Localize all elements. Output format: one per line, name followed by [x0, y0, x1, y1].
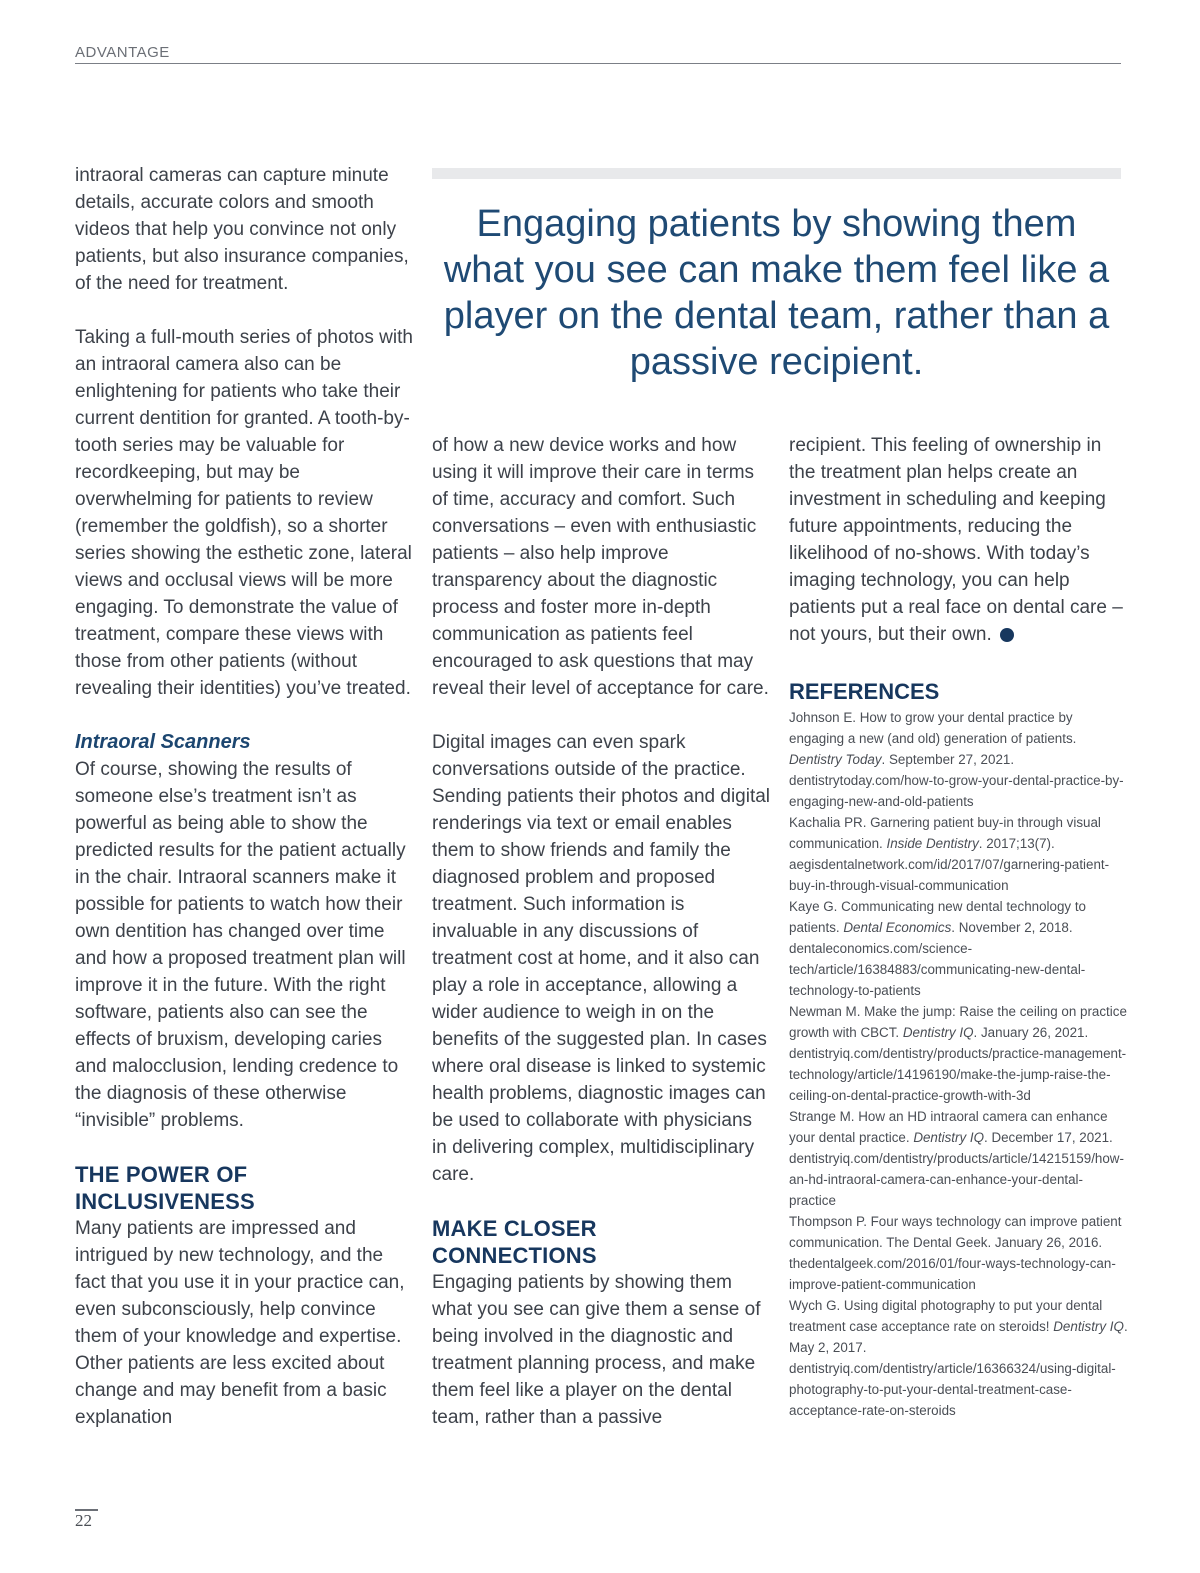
reference-text: Thompson P. Four ways technology can improve patient communication. The Dental Geek. January 26, 2016. thedentalgeek.com/2016/01/four-ways-technology-can-improve-patient-communication — [789, 1214, 1122, 1292]
reference-journal: Dentistry Today — [789, 752, 882, 767]
section-heading-inclusiveness — [75, 1161, 415, 1215]
reference-text: Strange M. How an HD intraoral camera can enhance your dental practice. — [789, 1109, 1108, 1145]
section-heading-line: THE POWER OF — [75, 1162, 248, 1187]
paragraph: Taking a full-mouth series of photos with an intraoral camera also can be enlightening for patients who take their current dentition for granted. A tooth-by-tooth series may be valuable for recordkeeping, but may be overwhelming for patients to review (remember the goldfish), so a shorter series showing the esthetic zone, lateral views and occlusal views will be more engaging. To demonstrate the value of treatment, compare these views with those from other patients (without revealing their identities) you’ve treated. — [75, 327, 413, 699]
section-heading-line: INCLUSIVENESS — [75, 1189, 255, 1214]
pull-quote: Engaging patients by showing them what you see can make them feel like a player on the dental team, rather than a passive recipient. — [432, 168, 1121, 385]
paragraph: Digital images can even spark conversations outside of the practice. Sending patients their photos and digital renderings via text or email enables them to show friends and family the diagnosed problem and proposed treatment. Such information is invaluable in any discussions of treatment cost at home, and it also can play a role in acceptance, allowing a wider audience to weigh in on the benefits of the suggested plan. In cases where oral disease is linked to systemic health problems, diagnostic images can be used to collaborate with physicians in delivering complex, multidisciplinary care. — [432, 732, 771, 1185]
reference-item — [789, 1001, 1129, 1106]
reference-text: Kachalia PR. Garnering patient buy-in through visual communication. — [789, 815, 1101, 851]
end-mark-icon — [1000, 628, 1014, 642]
reference-text: Newman M. Make the jump: Raise the ceiling on practice growth with CBCT. — [789, 1004, 1127, 1040]
reference-text: . 2017;13(7). aegisdentalnetwork.com/id/2017/07/garnering-patient-buy-in-through-visual-communication — [789, 836, 1110, 893]
reference-text: . September 27, 2021. dentistrytoday.com/how-to-grow-your-dental-practice-by-engaging-new-and-old-patients — [789, 752, 1124, 809]
paragraph: of how a new device works and how using it will improve their care in terms of time, accuracy and comfort. Such conversations – even with enthusiastic patients – also help improve transparency about the diagnostic process and foster more in-depth communication as patients feel encouraged to ask questions that may reveal their level of acceptance for care. — [432, 435, 769, 699]
reference-text: Wych G. Using digital photography to put your dental treatment case acceptance rate on steroids! — [789, 1298, 1103, 1334]
reference-text: . November 2, 2018. dentaleconomics.com/science-tech/article/16384883/communicating-new-dental-technology-to-patients — [789, 920, 1086, 998]
section-heading-line: MAKE CLOSER — [432, 1216, 597, 1241]
reference-item — [789, 812, 1129, 896]
running-head: ADVANTAGE — [75, 44, 1121, 64]
subhead-intraoral-scanners: Intraoral Scanners — [75, 731, 251, 753]
reference-item — [789, 707, 1129, 812]
paragraph-ending — [789, 432, 1129, 648]
reference-text: Kaye G. Communicating new dental technology to patients. — [789, 899, 1086, 935]
column-3 — [789, 432, 1129, 1421]
reference-item — [789, 1211, 1129, 1295]
reference-text: Johnson E. How to grow your dental practice by engaging a new (and old) generation of patients. — [789, 710, 1077, 746]
reference-journal: Dental Economics — [843, 920, 952, 935]
paragraph: Of course, showing the results of someone else’s treatment isn’t as powerful as being able to show the predicted results for the patient actually in the chair. Intraoral scanners make it possible for patients to watch how their own dentition has changed over time and how a proposed treatment plan will improve it in the future. With the right software, patients also can see the effects of bruxism, developing caries and malocclusion, lending credence to the diagnosis of these otherwise “invisible” problems. — [75, 759, 406, 1131]
reference-journal: Inside Dentistry — [886, 836, 979, 851]
page-number: 22 — [75, 1511, 92, 1530]
reference-journal: Dentistry IQ — [902, 1025, 974, 1040]
paragraph: intraoral cameras can capture minute details, accurate colors and smooth videos that help you convince not only patients, but also insurance companies, of the need for treatment. — [75, 165, 409, 294]
reference-item — [789, 1106, 1129, 1211]
column-2 — [432, 432, 772, 1431]
reference-journal: Dentistry IQ — [1053, 1319, 1124, 1334]
reference-item — [789, 896, 1129, 1001]
paragraph: recipient. This feeling of ownership in the treatment plan helps create an investment in scheduling and keeping future appointments, reducing the likelihood of no-shows. With today’s imaging technology, you can help patients put a real face on dental care – not yours, but their own. — [789, 435, 1123, 645]
reference-text: . January 26, 2021. dentistryiq.com/dentistry/products/practice-management-technology/article/14196190/make-the-jump-raise-the-ceiling-on-dental-practice-growth-with-3d — [789, 1025, 1127, 1103]
reference-journal: Dentistry IQ — [913, 1130, 984, 1145]
column-1 — [75, 162, 415, 1431]
references-heading: REFERENCES — [789, 679, 940, 704]
reference-item — [789, 1295, 1129, 1421]
reference-text: . May 2, 2017. dentistryiq.com/dentistry/article/16366324/using-digital-photography-to-put-your-dental-treatment-case-acceptance-rate-on-steroids — [789, 1319, 1128, 1418]
paragraph: Engaging patients by showing them what you see can give them a sense of being involved in the diagnostic and treatment planning process, and make them feel like a player on the dental team, rather than a passive — [432, 1272, 761, 1428]
section-heading-line: CONNECTIONS — [432, 1243, 597, 1268]
paragraph: Many patients are impressed and intrigued by new technology, and the fact that you use it in your practice can, even subconsciously, help convince them of your knowledge and expertise. Other patients are less excited about change and may benefit from a basic explanation — [75, 1218, 405, 1428]
references-list — [789, 707, 1129, 1421]
section-heading-connections — [432, 1215, 772, 1269]
reference-text: . December 17, 2021. dentistryiq.com/dentistry/products/article/14215159/how-an-hd-intraoral-camera-can-enhance-your-dental-practice — [789, 1130, 1124, 1208]
